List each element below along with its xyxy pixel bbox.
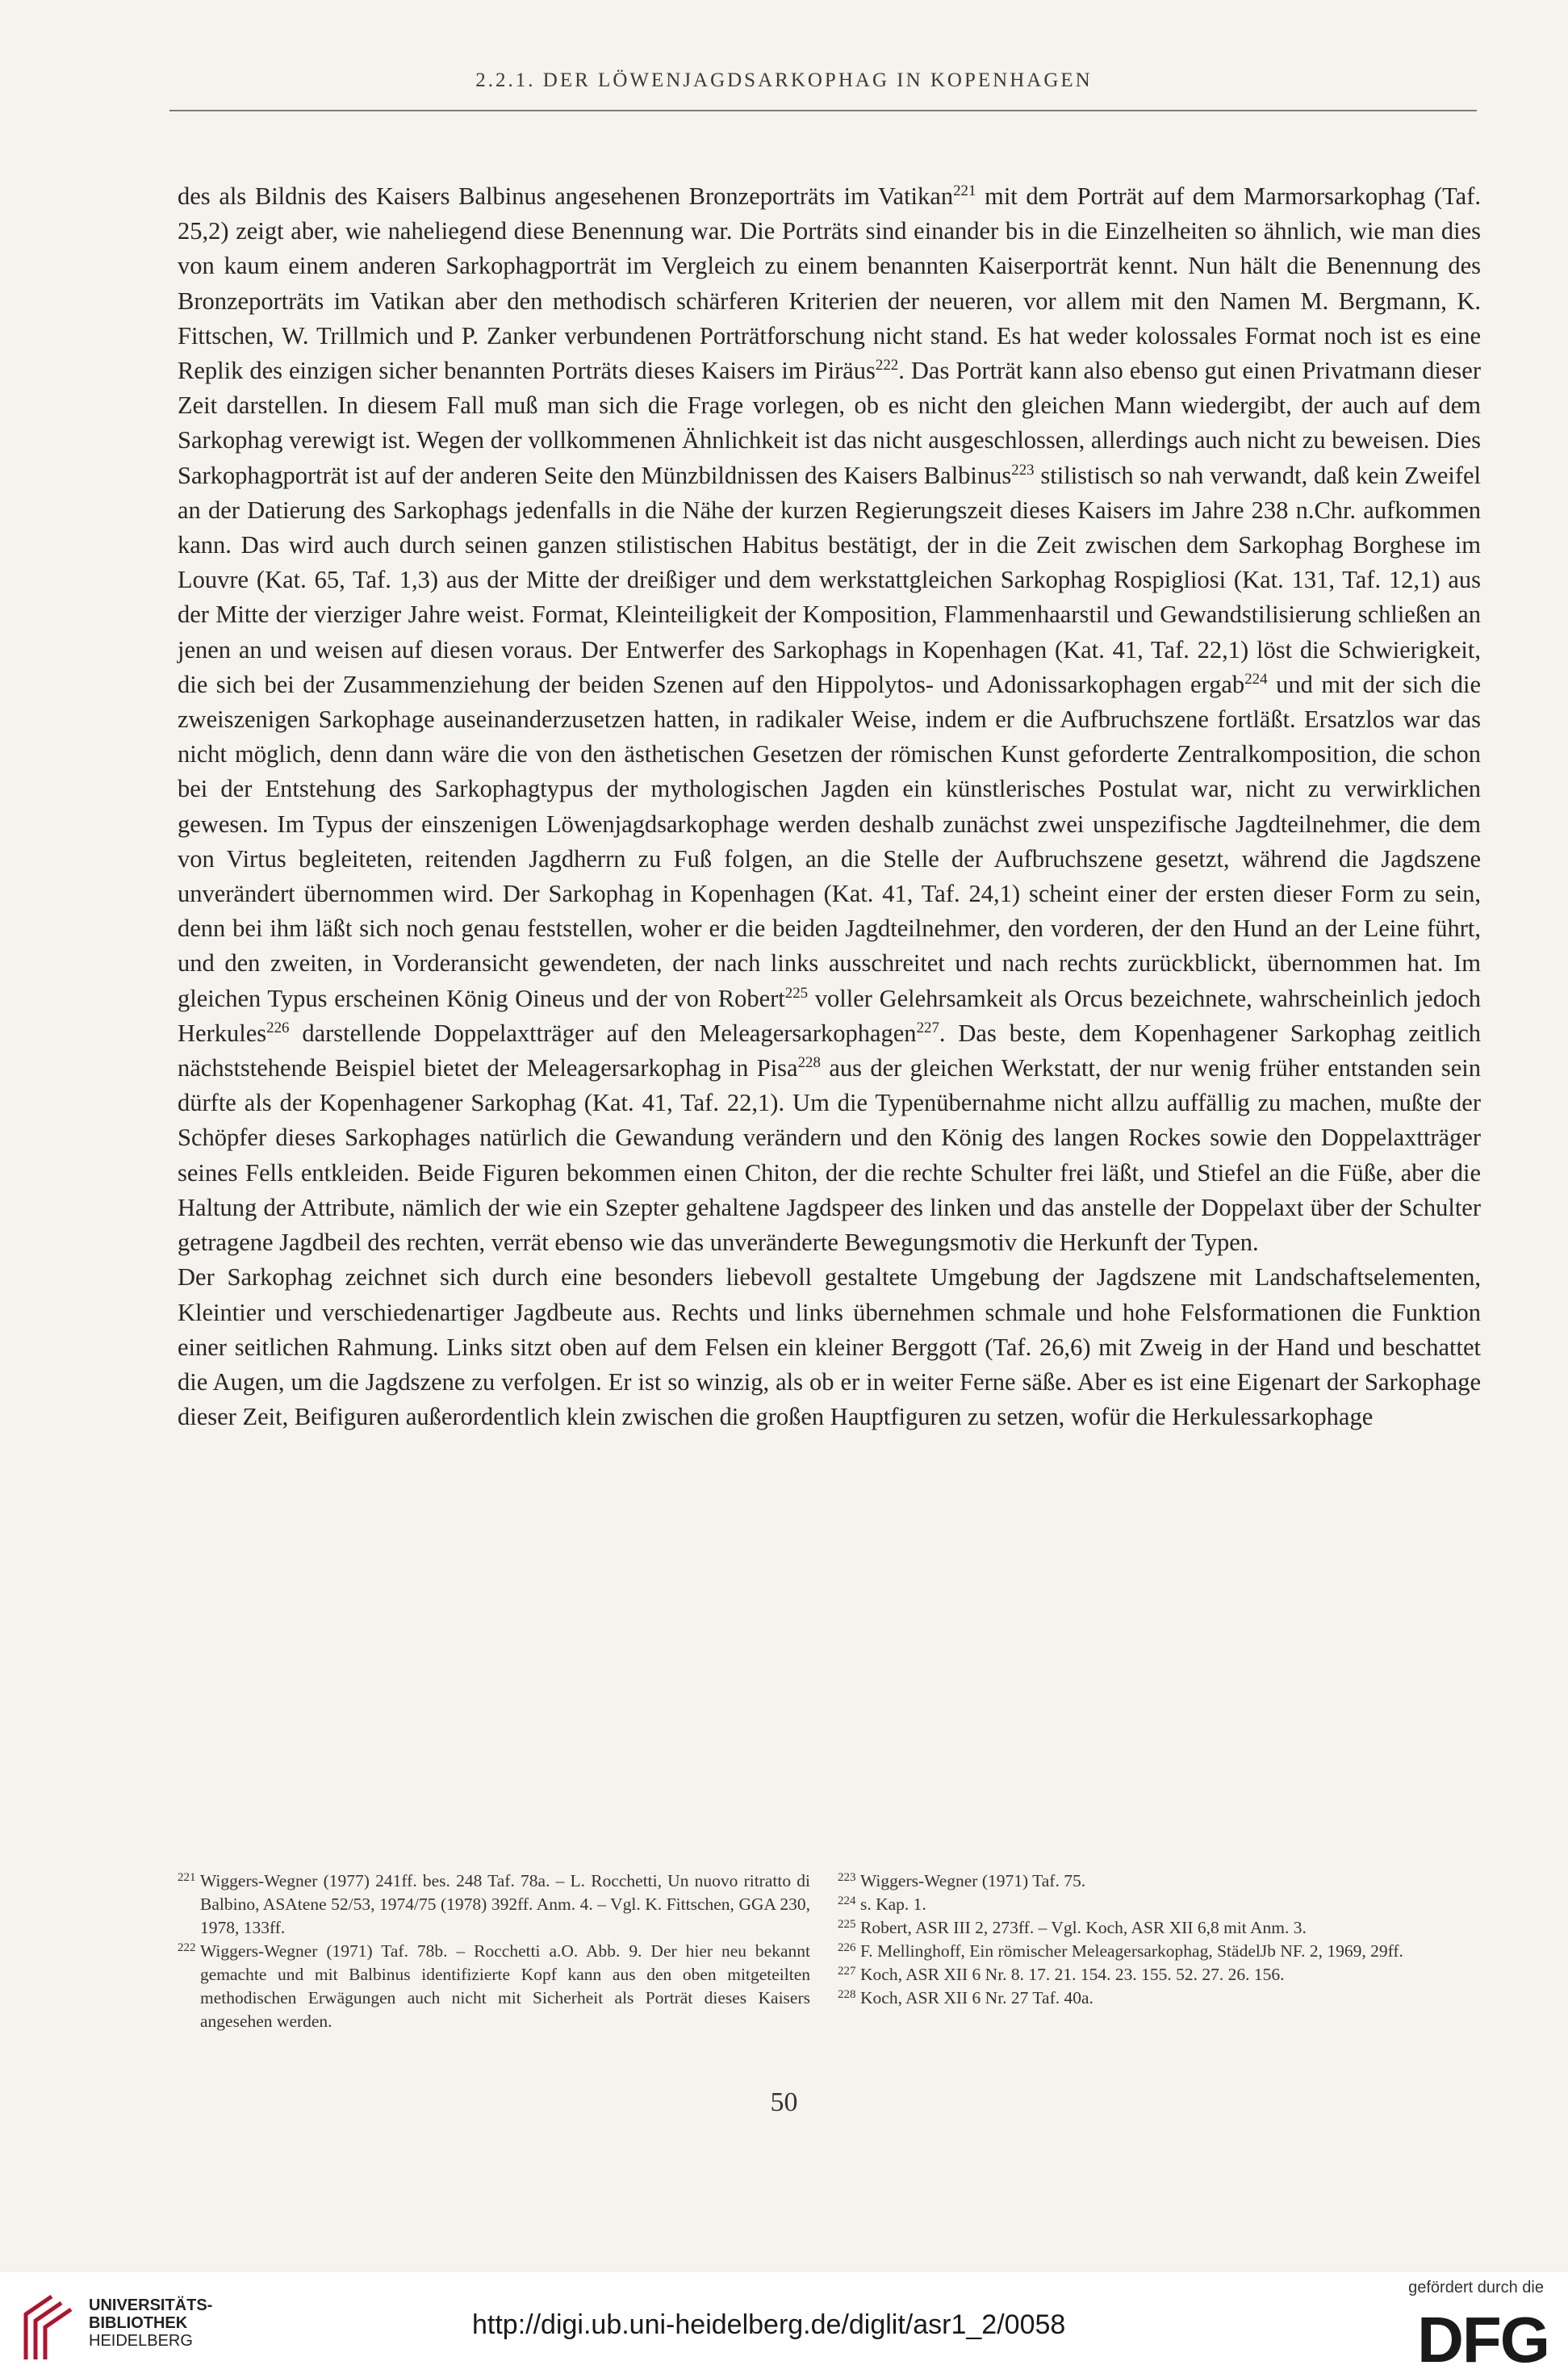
footnote-225: 225 Robert, ASR III 2, 273ff. – Vgl. Koch, ASR XII 6,8 mit Anm. 3. [838,1918,1307,1937]
university-library-logo-icon [19,2290,77,2363]
footnote-ref-225[interactable]: 225 [784,984,809,1002]
paragraph-2: Der Sarkophag zeichnet sich durch eine besonders liebevoll gestaltete Umgebung der Jagdszene mit Landschaftselementen, Kleintier und verschiedenartiger Jagdbeute aus. Rechts und links übernehmen schmale und hohe Felsformationen die Funktion einer seitlichen Rahmung. Links sitzt oben auf dem Felsen ein kleiner Berggott (Taf. 26,6) mit Zweig in der Hand und beschattet die Augen, um die Jagdszene zu verfolgen. Er ist so winzig, als ob er in weiter Ferne säße. Aber es ist eine Eigenart der Sarkophage dieser Zeit, Beifiguren außerordentlich klein zwischen die großen Hauptfiguren zu setzen, wofür die Herkulessarkophage [178,1263,1481,1431]
footnote-ref-221[interactable]: 221 [953,182,976,199]
page-number: 50 [770,2087,798,2117]
running-head: 2.2.1. DER LÖWENJAGDSARKOPHAG IN KOPENHAGEN [475,69,1093,91]
footnote-ref-222[interactable]: 222 [875,356,899,374]
header-rule [169,110,1477,111]
body-text [178,179,1481,1434]
footnote-226: 226 F. Mellinghoff, Ein römischer Meleagersarkophag, StädelJb NF. 2, 1969, 29ff. [838,1941,1403,1961]
footnote-224: 224 s. Kap. 1. [838,1894,926,1914]
footnotes-left-column [178,1869,810,2033]
footer-bar [0,2272,1568,2378]
footnote-ref-224[interactable]: 224 [1244,670,1268,688]
footnote-227: 227 Koch, ASR XII 6 Nr. 8. 17. 21. 154. 23. 155. 52. 27. 26. 156. [838,1965,1285,1984]
footnote-222: 222 Wiggers-Wegner (1971) Taf. 78b. – Rocchetti a.O. Abb. 9. Der hier neu bekannt gemachte und mit Balbinus identifizierte Kopf kann aus den oben mitgeteilten methodischen Erwägungen auch nicht mit Sicherheit als Porträt dieses Kaisers angesehen werden. [178,1941,810,2031]
footnote-228: 228 Koch, ASR XII 6 Nr. 27 Taf. 40a. [838,1988,1093,2007]
footnote-223: 223 Wiggers-Wegner (1971) Taf. 75. [838,1871,1086,1890]
footnote-ref-223[interactable]: 223 [1011,461,1035,479]
footnote-ref-227[interactable]: 227 [916,1019,939,1036]
footnotes-right-column [838,1869,1483,2010]
footnote-ref-228[interactable]: 228 [797,1053,821,1071]
library-name: UNIVERSITÄTS- BIBLIOTHEK HEIDELBERG [89,2296,213,2350]
dfg-logo: DFG [1417,2304,1549,2376]
funding-caption: gefördert durch die [1408,2279,1544,2296]
footnote-221: 221 Wiggers-Wegner (1977) 241ff. bes. 248 Taf. 78a. – L. Rocchetti, Un nuovo ritratto di Balbino, ASAtene 52/53, 1974/75 (1978) 392ff. Anm. 4. – Vgl. K. Fittschen, GGA 230, 1978, 133ff. [178,1871,810,1937]
paragraph-1: des als Bildnis des Kaisers Balbinus angesehenen Bronzeporträts im Vatikan$^{221}$ mit dem Porträt auf dem Marmorsarkophag (Taf. 25,2) zeigt aber, wie naheliegend diese Benennung war. Die Porträts sind einander bis in die Einzelheiten so ähnlich, wie man dies von kaum einem anderen Sarkophagporträt im Vergleich zu einem benannten Kaiserporträt kennt. Nun hält die Benennung des Bronzeporträts im Vatikan aber den methodisch schärferen Kriterien der neueren, vor allem mit den Namen M. Bergmann, K. Fittschen, W. Trillmich und P. Zanker verbundenen Porträtforschung nicht stand. Es hat weder kolossales Format noch ist es eine Replik des einzigen sicher benannten Porträts dieses Kaisers im Piräus$^{222}$. Das Porträt kann also ebenso gut einen Privatmann dieser Zeit darstellen. In diesem Fall muß man sich die Frage vorlegen, ob es nicht den gleichen Mann wiedergibt, der auch auf dem Sarkophag verewigt ist. Wegen der vollkommenen Ähnlichkeit ist das nicht ausgeschlossen, allerdings auch nicht zu beweisen. Dies Sarkophagporträt ist auf der anderen Seite den Münzbildnissen des Kaisers Balbinus$^{223}$ stilistisch so nah verwandt, daß kein Zweifel an der Datierung des Sarkophags jedenfalls in die Nähe der kurzen Regierungszeit dieses Kaisers im Jahre 238 n.Chr. aufkommen kann. Das wird auch durch seinen ganzen stilistischen Habitus bestätigt, der in die Zeit zwischen dem Sarkophag Borghese im Louvre (Kat. 65, Taf. 1,3) aus der Mitte der dreißiger und dem werkstattgleichen Sarkophag Rospigliosi (Kat. 131, Taf. 12,1) aus der Mitte der vierziger Jahre weist. Format, Kleinteiligkeit der Komposition, Flammenhaarstil und Gewandstilisierung schließen an jenen an und weisen auf diesen voraus. Der Entwerfer des Sarkophags in Kopenhagen (Kat. 41, Taf. 22,1) löst die Schwierigkeit, die sich bei der Zusammenziehung der beiden Szenen auf den Hippolytos- und Adonissarkophagen ergab$^{224}$ und mit der sich die zweiszenigen Sarkophage auseinanderzusetzen hatten, in radikaler Weise, indem er die Aufbruchszene fortläßt. Ersatzlos war das nicht möglich, denn dann wäre die von den ästhetischen Gesetzen der römischen Kunst geforderte Zentralkomposition, die schon bei der Entstehung des Sarkophagtypus der mythologischen Jagden ein künstlerisches Postulat war, nicht zu verwirklichen gewesen. Im Typus der einszenigen Löwenjagdsarkophage werden deshalb zunächst zwei unspezifische Jagdteilnehmer, die dem von Virtus begleiteten, reitenden Jagdherrn zu Fuß folgen, an die Stelle der Aufbruchszene gesetzt, während die Jagdszene unverändert übernommen wird. Der Sarkophag in Kopenhagen (Kat. 41, Taf. 24,1) scheint einer der ersten dieser Form zu sein, denn bei ihm läßt sich noch genau feststellen, woher er die beiden Jagdteilnehmer, den vorderen, der den Hund an der Leine führt, und den zweiten, in Vorderansicht gewendeten, der nach links ausschreitet und nach rechts zurückblickt, übernommen hat. Im gleichen Typus erscheinen König Oineus und der von Robert$^{225}$ voller Gelehrsamkeit als Orcus bezeichnete, wahrscheinlich jedoch Herkules$^{226}$ darstellende Doppelaxtträger auf den Meleagersarkophagen$^{227}$. Das beste, dem Kopenhagener Sarkophag zeitlich nächststehende Beispiel bietet der Meleagersarkophag in Pisa$^{228}$ aus der gleichen Werkstatt, der nur wenig früher entstanden sein dürfte als der Kopenhagener Sarkophag (Kat. 41, Taf. 22,1). Um die Typenübernahme nicht allzu auffällig zu machen, mußte der Schöpfer dieses Sarkophages natürlich die Gewandung verändern und den König des langen Rockes sowie den Doppelaxtträger seines Fells entkleiden. Beide Figuren bekommen einen Chiton, der die rechte Schulter frei läßt, und Stiefel an die Füße, aber die Haltung der Attribute, nämlich der wie ein Szepter gehaltene Jagdspeer des linken und das anstelle der Doppelaxt über der Schulter getragene Jagdbeil des rechten, verrät ebenso wie das unveränderte Bewegungsmotiv die Herkunft der Typen. [178,182,1482,1257]
footnote-ref-226[interactable]: 226 [266,1019,290,1036]
source-url-link[interactable]: http://digi.ub.uni-heidelberg.de/diglit/asr1_2/0058 [472,2309,1066,2340]
